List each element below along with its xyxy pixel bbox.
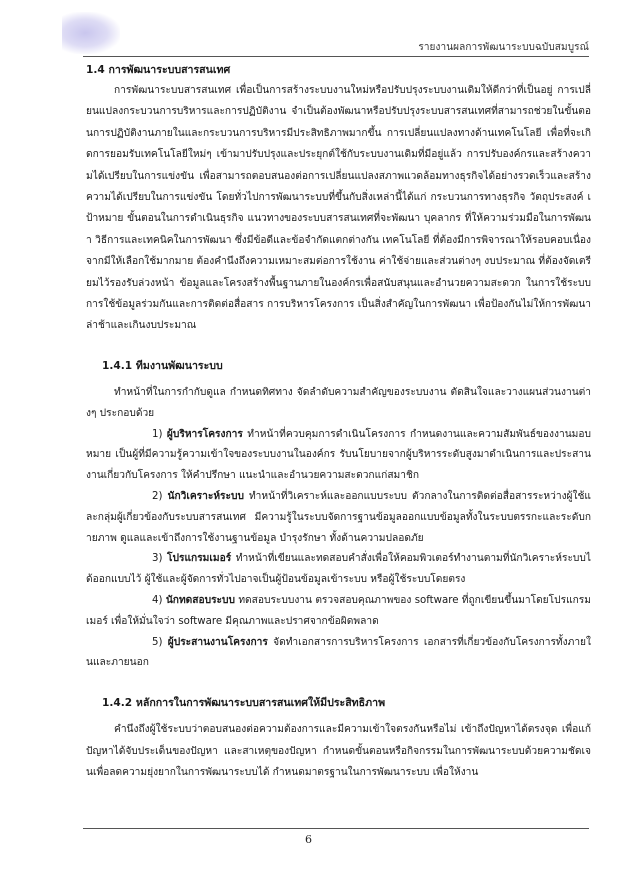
role-item [86, 591, 591, 633]
role-name: ผู้บริหารโครงการ [166, 428, 243, 440]
role-name: นักวิเคราะห์ระบบ [167, 491, 244, 503]
role-number: 4) [152, 595, 163, 607]
running-header: รายงานผลการพัฒนาระบบฉบับสมบูรณ์ [418, 42, 589, 53]
spacer [86, 337, 591, 356]
role-description: ทำหน้าที่เขียนและทดสอบคำสั่งเพื่อให้คอมพิวเตอร์ทำงานตามที่นักวิเคราะห์ระบบได้ออกแบบไว้ ผู้ใช้และผู้จัดการทั่วไปอาจเป็นผู้ป้อนข้อมูลเข้าระบบ หรือผู้ใช้ระบบโดยตรง [86, 553, 591, 586]
role-number: 2) [152, 491, 163, 503]
spacer [86, 674, 591, 693]
subsection-title-team: 1.4.1 ทีมงานพัฒนาระบบ [102, 359, 223, 372]
corner-decoration [62, 12, 120, 54]
role-item [86, 633, 591, 675]
role-name: ผู้ประสานงานโครงการ [167, 636, 268, 648]
role-description: ทำหน้าที่วิเคราะห์และออกแบบระบบ ตัวกลางในการติดต่อสื่อสารระหว่างผู้ใช้และกลุ่มผู้เกี่ยวข้องกับระบบสารสนเทศ มีความรู้ในระบบจัดการฐานข้อมูลออกแบบข้อมูลทั้งในระบบตรรกะและระดับกายภาพ ดูแลและเข้าถึงการใช้งานฐานข้อมูล บำรุงรักษา ทั้งด้านความปลอดภัย [86, 491, 591, 544]
role-item [86, 487, 591, 549]
footer-rule [83, 828, 589, 829]
role-number: 5) [152, 636, 163, 648]
section-paragraph: การพัฒนาระบบสารสนเทศ เพื่อเป็นการสร้างระบบงานใหม่หรือปรับปรุงระบบงานเดิมให้ดีกว่าที่เป็นอยู่ การเปลี่ยนแปลงกระบวนการบริหารและการปฏิบัติงาน จำเป็นต้องพัฒนาหรือปรับปรุงระบบสารสนเทศที่สามารถช่วยในขั้นตอนการปฏิบัติงานภายในและกระบวนการบริหารมีประสิทธิภาพมากขึ้น การเปลี่ยนแปลงทางด้านเทคโนโลยี เพื่อที่จะเกิดการยอมรับเทคโนโลยีใหม่ๆ เข้ามาปรับปรุงและประยุกต์ใช้กับระบบงานเดิมที่มีอยู่แล้ว การปรับองค์กรและสร้างความได้เปรียบในการแข่งขัน เพื่อสามารถตอบสนองต่อการเปลี่ยนแปลงสภาพแวดล้อมทางธุรกิจได้อย่างรวดเร็วและสร้างความได้เปรียบในการแข่งขัน โดยทั่วไปการพัฒนาระบบที่ขึ้นกับสิ่งเหล่านี้ได้แก่ กระบวนการทางธุรกิจ วัตถุประสงค์ เป้าหมาย ขั้นตอนในการดำเนินธุรกิจ แนวทางของระบบสารสนเทศที่จะพัฒนา บุคลากร ที่ให้ความร่วมมือในการพัฒนา วิธีการและเทคนิคในการพัฒนา ซึ่งมีข้อดีและข้อจำกัดแตกต่างกัน เทคโนโลยี ที่ต้องมีการพิจารณาให้รอบคอบเนื่องจากมีให้เลือกใช้มากมาย ต้องคำนึงถึงความเหมาะสมต่อการใช้งาน ค่าใช้จ่ายและส่วนต่างๆ งบประมาณ ที่ต้องจัดเตรียมไว้รองรับล่วงหน้า ข้อมูลและโครงสร้างพื้นฐานภายในองค์กรเพื่อสนับสนุนและอำนวยความสะดวก ในการใช้ระบบการใช้ข้อมูลร่วมกันและการติดต่อสื่อสาร การบริหารโครงการ เป็นสิ่งสำคัญในการพัฒนา เพื่อป้องกันไม่ให้การพัฒนาล่าช้าและเกินงบประมาณ [86, 85, 591, 332]
role-item [86, 549, 591, 591]
role-description: จัดทำเอกสารการบริหารโครงการ เอกสารที่เกี่ยวข้องกับโครงการทั้งภายในและภายนอก [86, 636, 591, 669]
role-description: ทำหน้าที่ควบคุมการดำเนินโครงการ กำหนดงานและความสัมพันธ์ของงานมอบหมาย เป็นผู้ที่มีความรู้ความเข้าใจของระบบงานในองค์กร รับนโยบายจากผู้บริหารระดับสูงมาดำเนินการและประสานงานเกี่ยวกับโครงการ ให้คำปรึกษา แนะนำและอำนวยความสะดวกแก่สมาชิก [86, 428, 591, 482]
subsection-title-principles: 1.4.2 หลักการในการพัฒนาระบบสารสนเทศให้มีประสิทธิภาพ [102, 697, 386, 710]
role-name: โปรแกรมเมอร์ [167, 553, 232, 565]
subsection-intro: ทำหน้าที่ในการกำกับดูแล กำหนดทิศทาง จัดลำดับความสำคัญของระบบงาน ตัดสินใจและวางแผนส่วนงานต่างๆ ประกอบด้วย [86, 386, 591, 420]
role-description: ทดสอบระบบงาน ตรวจสอบคุณภาพของ software ที่ถูกเขียนขึ้นมาโดยโปรแกรมเมอร์ เพื่อให้มั่นใจว่า software มีคุณภาพและปราศจากข้อผิดพลาด [86, 595, 591, 627]
role-item [86, 425, 591, 487]
page-body [86, 60, 591, 783]
subsection-paragraph: คำนึงถึงผู้ใช้ระบบว่าตอบสนองต่อความต้องการและมีความเข้าใจตรงกันหรือไม่ เข้าถึงปัญหาได้ตรงจุด เพื่อแก้ปัญหาได้จับประเด็นของปัญหา และสาเหตุของปัญหา กำหนดขั้นตอนหรือกิจกรรมในการพัฒนาระบบด้วยความชัดเจนเพื่อลดความยุ่งยากในการพัฒนาระบบได้ กำหนดมาตรฐานในการพัฒนาระบบ เพื่อให้งาน [86, 724, 591, 779]
page-number: 6 [305, 833, 312, 846]
section-title: 1.4 การพัฒนาระบบสารสนเทศ [86, 64, 231, 76]
role-name: นักทดสอบระบบ [165, 595, 235, 607]
role-number: 3) [152, 553, 163, 565]
header-rule [83, 56, 589, 57]
role-number: 1) [152, 428, 163, 440]
